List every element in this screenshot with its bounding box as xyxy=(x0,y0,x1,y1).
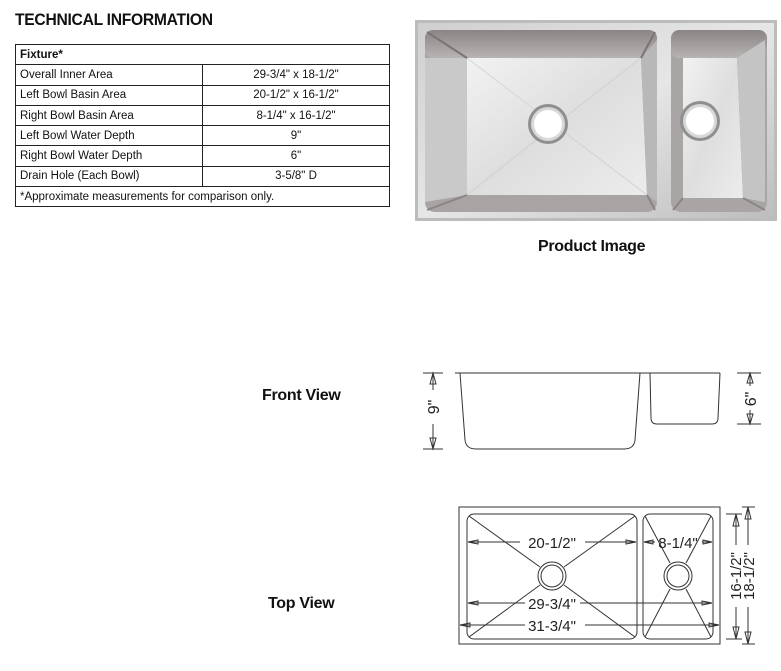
right-bowl-width-label: 8-1/4" xyxy=(658,535,698,552)
row-value: 9" xyxy=(203,126,390,146)
left-depth-label: 9" xyxy=(426,399,443,415)
row-value: 29-3/4" x 18-1/2" xyxy=(203,65,390,85)
top-view-caption: Top View xyxy=(268,595,335,612)
table-row xyxy=(16,65,390,85)
row-label: Overall Inner Area xyxy=(16,65,203,85)
outer-length-label: 18-1/2" xyxy=(741,552,758,600)
table-header-row xyxy=(16,45,390,65)
table-row xyxy=(16,146,390,166)
product-image xyxy=(415,20,777,221)
top-view-drawing xyxy=(450,495,781,655)
table-footnote-row xyxy=(16,187,390,207)
inner-width-label: 29-3/4" xyxy=(528,596,576,613)
row-label: Right Bowl Water Depth xyxy=(16,146,203,166)
left-bowl-width-label: 20-1/2" xyxy=(528,535,576,552)
row-label: Right Bowl Basin Area xyxy=(16,105,203,125)
outer-width-label: 31-3/4" xyxy=(528,618,576,635)
right-bowl xyxy=(671,30,767,212)
right-depth-label: 6" xyxy=(743,391,760,407)
table-row xyxy=(16,85,390,105)
row-value: 20-1/2" x 16-1/2" xyxy=(203,85,390,105)
table-row xyxy=(16,166,390,186)
row-label: Left Bowl Water Depth xyxy=(16,126,203,146)
row-label: Drain Hole (Each Bowl) xyxy=(16,166,203,186)
front-view-caption: Front View xyxy=(262,387,341,404)
table-footnote: *Approximate measurements for comparison only. xyxy=(16,187,390,207)
spec-table xyxy=(15,44,390,207)
row-value: 6" xyxy=(203,146,390,166)
bowl-length-label: 16-1/2" xyxy=(728,552,745,600)
table-row xyxy=(16,105,390,125)
product-image-caption: Product Image xyxy=(538,238,646,255)
front-view-drawing xyxy=(410,360,781,460)
row-label: Left Bowl Basin Area xyxy=(16,85,203,105)
left-bowl xyxy=(425,30,657,212)
page-title: TECHNICAL INFORMATION xyxy=(15,10,213,29)
row-value: 3-5/8" D xyxy=(203,166,390,186)
row-value: 8-1/4" x 16-1/2" xyxy=(203,105,390,125)
table-section-header: Fixture* xyxy=(16,45,390,65)
table-row xyxy=(16,126,390,146)
